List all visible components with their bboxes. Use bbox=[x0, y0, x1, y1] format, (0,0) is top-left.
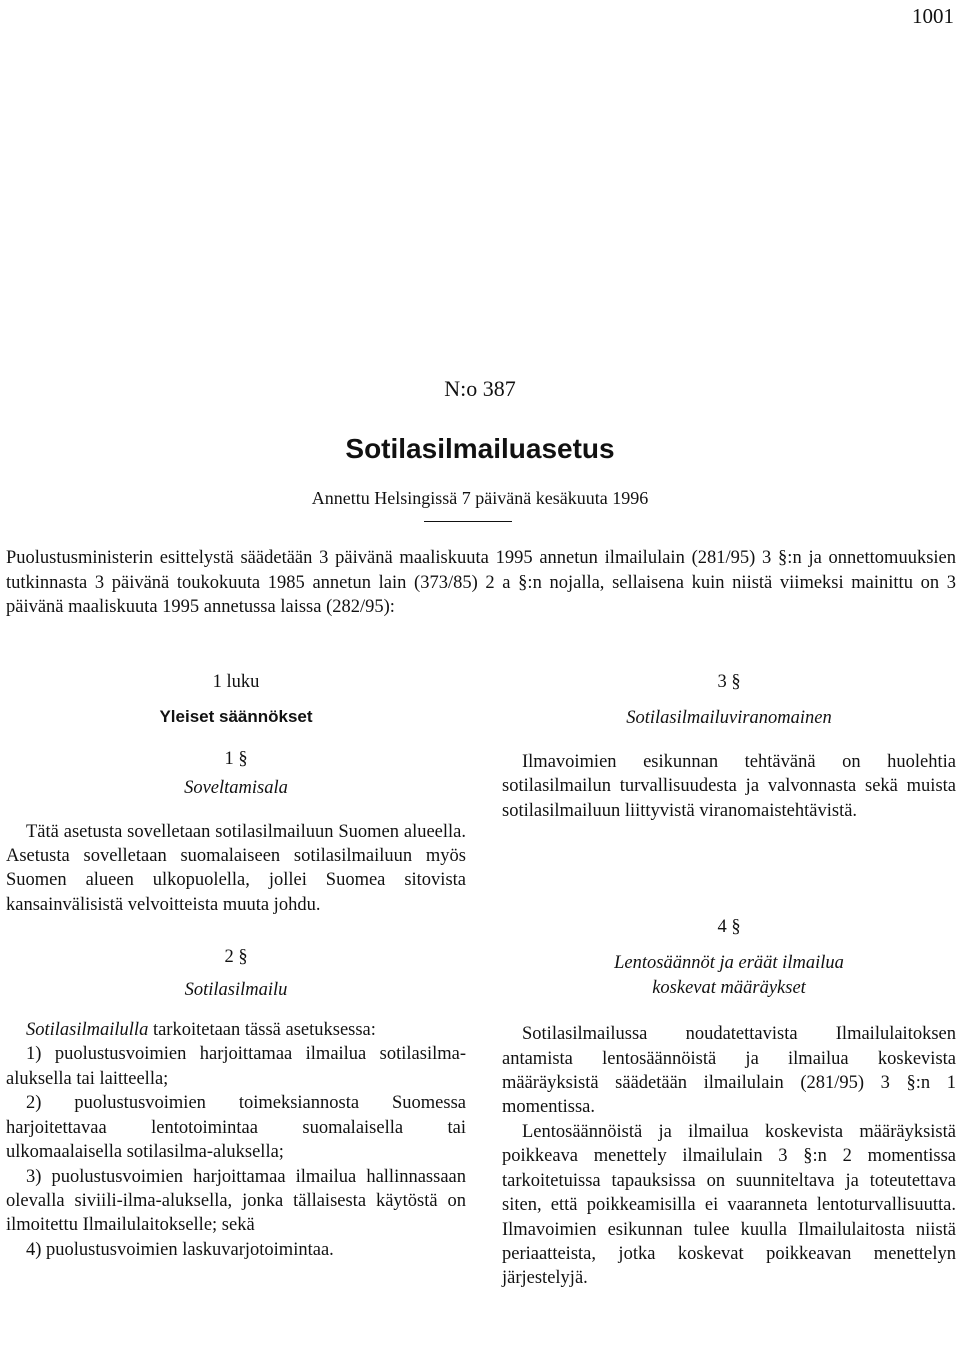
chapter-title: Yleiset säännökset bbox=[159, 707, 313, 727]
left-column bbox=[6, 670, 466, 1262]
preamble: Puolustusministerin esittelystä säädetään 3 päivänä maaliskuuta 1995 annetun ilmailulain (281/95) 3 §:n ja onnettomuuksien tutkinnasta 3 päivänä toukokuuta 1985 annetun lain (373/85) 2 a §:n nojalla, sellaisena kuin niistä viimeksi mainittu on 3 päivänä maaliskuuta 1995 annetussa laissa (282/95): bbox=[6, 548, 956, 617]
section-4-paragraph-2: Lentosäännöistä ja ilmailua koskevista määräyksistä poikkeava menettely ilmailulain 3 §:n 2 momentissa tarkoitetuissa tapauksissa on suunniteltava ja toteutettava siten, että poikkeamisilla ei vaaranneta lentoturvallisuutta. Ilmavoimien esikunnan tulee kuulla Ilmailulaitosta niistä periaatteista, jotka koskevat poikkeavan menettelyn järjestelyjä. bbox=[502, 1121, 956, 1289]
section-4-paragraph-1: Sotilasilmailussa noudatettavista Ilmailulaitoksen antamista lentosäännöistä ja ilmailua koskevista määräyksistä säädetään ilmailulain (281/95) 3 §:n 1 momentissa. bbox=[502, 1024, 956, 1118]
statute-number: N:o 387 bbox=[444, 376, 516, 401]
section-2-item: 4) puolustusvoimien laskuvarjotoimintaa. bbox=[26, 1239, 334, 1260]
statute-title: Sotilasilmailuasetus bbox=[345, 433, 615, 464]
page-number: 1001 bbox=[912, 4, 954, 28]
section-2-number: 2 § bbox=[224, 947, 248, 968]
section-2-title: Sotilasilmailu bbox=[184, 979, 288, 1000]
section-1-title: Soveltamisala bbox=[184, 778, 288, 799]
section-3-title: Sotilasilmailuviranomainen bbox=[626, 708, 832, 729]
right-column bbox=[502, 670, 956, 1291]
title-divider bbox=[424, 521, 512, 522]
section-2-term: Sotilasilmailulla bbox=[26, 1020, 149, 1041]
section-2-item: 3) puolustusvoimien harjoittamaa ilmailua hallinnassaan olevalla siviili-ilma-aluksella, jonka tällaisesta käytöstä on ilmoitettu Ilmailulaitokselle; sekä bbox=[6, 1166, 466, 1236]
section-1-text: Tätä asetusta sovelletaan sotilasilmailuun Suomen alueella. Asetusta sovelletaan suomalaiseen sotilasilmailuun myös Suomen alueen ulkopuolella, jollei Suomea sitovista kansainvälisistä velvoitteista muuta johdu. bbox=[6, 821, 466, 915]
section-4-number: 4 § bbox=[717, 917, 741, 938]
given-date: Annettu Helsingissä 7 päivänä kesäkuuta 1996 bbox=[311, 488, 649, 508]
section-2-item: 1) puolustusvoimien harjoittamaa ilmailua sotilasilma-aluksella tai laitteella; bbox=[6, 1044, 466, 1089]
chapter-number: 1 luku bbox=[212, 672, 260, 692]
section-4-title: Lentosäännöt ja eräät ilmailua koskevat määräykset bbox=[614, 953, 844, 998]
section-2-lead bbox=[6, 1018, 466, 1042]
section-3-number: 3 § bbox=[717, 672, 741, 692]
section-2-item: 2) puolustusvoimien toimeksiannosta Suomessa harjoitettavaa lentotoimintaa suomalaisella tai ulkomaalaisella sotilasilma-aluksella; bbox=[6, 1093, 466, 1163]
section-3-text: Ilmavoimien esikunnan tehtävänä on huolehtia sotilasilmailun turvallisuudesta ja valvonnasta sekä muista sotilasilmailuun liittyvistä viranomaistehtävistä. bbox=[502, 751, 956, 821]
section-1-number: 1 § bbox=[224, 748, 248, 769]
section-2-lead-text: tarkoitetaan tässä asetuksessa: bbox=[148, 1020, 376, 1041]
